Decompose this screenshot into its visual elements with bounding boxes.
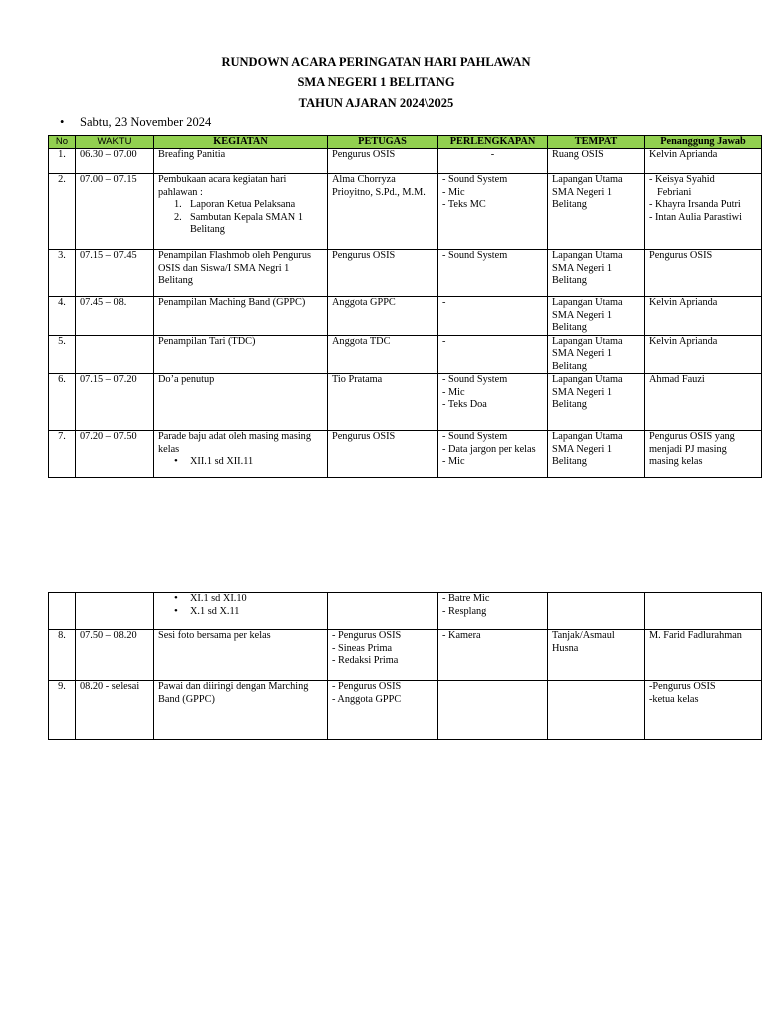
cell-no: 7.	[49, 431, 76, 478]
cell-waktu	[76, 335, 154, 374]
cell-kegiatan	[154, 174, 328, 250]
table-row	[49, 630, 762, 681]
table-row	[49, 431, 762, 478]
cell-petugas: Anggota TDC	[328, 335, 438, 374]
pj-item: - Intan Aulia Parastiwi	[649, 211, 742, 223]
cell-perlengkapan: -	[438, 335, 548, 374]
list-item: • X.1 sd X.11	[174, 604, 240, 617]
cell-petugas: Pengurus OSIS	[328, 149, 438, 174]
cell-no: 6.	[49, 374, 76, 431]
cell-pj	[645, 174, 762, 250]
cell-tempat: Lapangan Utama SMA Negeri 1 Belitang	[548, 297, 645, 336]
cell-no: 9.	[49, 681, 76, 740]
cell-pj	[645, 681, 762, 740]
col-header-no: No	[49, 136, 76, 149]
perlengkapan-item: - Sound System	[442, 174, 508, 185]
list-item: 2. Sambutan Kepala SMAN 1	[174, 211, 303, 223]
list-item-text: XI.1 sd XI.10	[190, 593, 247, 604]
petugas-item: - Redaksi Prima	[332, 655, 399, 666]
doc-title-line1: RUNDOWN ACARA PERINGATAN HARI PAHLAWAN	[221, 55, 531, 69]
event-date-text: Sabtu, 23 November 2024	[80, 115, 212, 129]
cell-waktu	[76, 593, 154, 630]
cell-petugas: Pengurus OSIS	[328, 431, 438, 478]
cell-pj: Ahmad Fauzi	[645, 374, 762, 431]
cell-kegiatan	[154, 593, 328, 630]
cell-no	[49, 593, 76, 630]
table-row	[49, 250, 762, 297]
list-item-text: Sambutan Kepala SMAN 1	[190, 211, 303, 223]
table-row	[49, 149, 762, 174]
cell-tempat	[548, 593, 645, 630]
table-row	[49, 374, 762, 431]
cell-tempat: Lapangan Utama SMA Negeri 1 Belitang	[548, 174, 645, 250]
kegiatan-text: Pembukaan acara kegiatan hari pahlawan :	[158, 174, 287, 198]
cell-kegiatan: Pawai dan diiringi dengan Marching Band (GPPC)	[154, 681, 328, 740]
cell-petugas	[328, 681, 438, 740]
event-date	[60, 115, 212, 130]
cell-kegiatan: Penampilan Flashmob oleh Pengurus OSIS dan Siswa/I SMA Negri 1 Belitang	[154, 250, 328, 297]
cell-no: 5.	[49, 335, 76, 374]
cell-pj: Pengurus OSIS	[645, 250, 762, 297]
rundown-table-page1	[48, 135, 762, 478]
cell-petugas	[328, 593, 438, 630]
cell-kegiatan: Do’a penutup	[154, 374, 328, 431]
cell-waktu: 07.20 – 07.50	[76, 431, 154, 478]
cell-tempat: Ruang OSIS	[548, 149, 645, 174]
cell-no: 2.	[49, 174, 76, 250]
pj-item-cont: Febriani	[657, 186, 692, 198]
perlengkapan-item: - Resplang	[442, 605, 487, 617]
cell-pj	[645, 593, 762, 630]
cell-petugas: Alma Chorryza Prioyitno, S.Pd., M.M.	[328, 174, 438, 250]
pj-item: - Keisya Syahid	[649, 174, 715, 185]
list-item-text: XII.1 sd XII.11	[190, 456, 254, 467]
cell-tempat: Lapangan Utama SMA Negeri 1 Belitang	[548, 335, 645, 374]
cell-perlengkapan	[438, 374, 548, 431]
list-item-text: Belitang	[190, 224, 225, 235]
col-header-kegiatan: KEGIATAN	[154, 136, 328, 149]
table-row	[49, 681, 762, 740]
cell-waktu: 07.15 – 07.20	[76, 374, 154, 431]
cell-tempat: Lapangan Utama SMA Negeri 1 Belitang	[548, 374, 645, 431]
perlengkapan-item: - Sound System	[442, 374, 508, 385]
bullet-icon: •	[60, 115, 65, 129]
cell-pj: Kelvin Aprianda	[645, 335, 762, 374]
doc-title-line2: SMA NEGERI 1 BELITANG	[297, 75, 455, 89]
petugas-item: - Pengurus OSIS	[332, 681, 402, 692]
perlengkapan-item: - Mic	[442, 386, 465, 398]
pj-item: -ketua kelas	[649, 693, 699, 705]
table-row	[49, 174, 762, 250]
perlengkapan-item: - Teks Doa	[442, 399, 487, 410]
list-item-cont	[158, 224, 323, 237]
perlengkapan-item: - Sound System	[442, 431, 508, 442]
cell-petugas	[328, 630, 438, 681]
cell-perlengkapan	[438, 174, 548, 250]
perlengkapan-item: - Data jargon per kelas	[442, 443, 536, 455]
cell-petugas: Anggota GPPC	[328, 297, 438, 336]
cell-no: 4.	[49, 297, 76, 336]
cell-perlengkapan: -	[438, 297, 548, 336]
pj-item: -Pengurus OSIS	[649, 681, 716, 692]
list-item: 1. Laporan Ketua Pelaksana	[174, 199, 296, 210]
cell-tempat: Lapangan Utama SMA Negeri 1 Belitang	[548, 250, 645, 297]
cell-waktu: 06.30 – 07.00	[76, 149, 154, 174]
doc-title-line3: TAHUN AJARAN 2024\2025	[298, 96, 454, 110]
col-header-pj: Penanggung Jawab	[645, 136, 762, 149]
cell-petugas: Tio Pratama	[328, 374, 438, 431]
cell-perlengkapan	[438, 431, 548, 478]
table-row	[49, 593, 762, 630]
list-item: • XII.1 sd XII.11	[174, 455, 254, 467]
table-header-row	[49, 136, 762, 149]
cell-waktu: 07.45 – 08.	[76, 297, 154, 336]
kegiatan-text: Parade baju adat oleh masing masing kelas	[158, 431, 311, 455]
cell-pj: M. Farid Fadlurahman	[645, 630, 762, 681]
petugas-item: - Anggota GPPC	[332, 693, 402, 705]
cell-pj: Kelvin Aprianda	[645, 149, 762, 174]
cell-tempat	[548, 681, 645, 740]
cell-no: 3.	[49, 250, 76, 297]
perlengkapan-item: - Mic	[442, 186, 465, 198]
cell-kegiatan	[154, 431, 328, 478]
perlengkapan-item: - Mic	[442, 456, 465, 467]
perlengkapan-item: - Batre Mic	[442, 593, 490, 604]
cell-waktu: 08.20 - selesai	[76, 681, 154, 740]
pj-item: - Khayra Irsanda Putri	[649, 199, 741, 210]
cell-kegiatan: Sesi foto bersama per kelas	[154, 630, 328, 681]
cell-waktu: 07.15 – 07.45	[76, 250, 154, 297]
col-header-tempat: TEMPAT	[548, 136, 645, 149]
col-header-petugas: PETUGAS	[328, 136, 438, 149]
col-header-waktu: WAKTU	[76, 136, 154, 149]
list-item-text: Laporan Ketua Pelaksana	[190, 199, 296, 210]
cell-pj: Kelvin Aprianda	[645, 297, 762, 336]
cell-tempat: Lapangan Utama SMA Negeri 1 Belitang	[548, 431, 645, 478]
table-row	[49, 297, 762, 336]
cell-perlengkapan	[438, 593, 548, 630]
cell-waktu: 07.50 – 08.20	[76, 630, 154, 681]
perlengkapan-item: - Teks MC	[442, 199, 486, 210]
cell-tempat: Tanjak/Asmaul Husna	[548, 630, 645, 681]
cell-waktu: 07.00 – 07.15	[76, 174, 154, 250]
cell-perlengkapan: - Kamera	[438, 630, 548, 681]
cell-pj: Pengurus OSIS yang menjadi PJ masing masing kelas	[645, 431, 762, 478]
cell-kegiatan: Penampilan Tari (TDC)	[154, 335, 328, 374]
col-header-perlengkapan: PERLENGKAPAN	[438, 136, 548, 149]
table-row	[49, 335, 762, 374]
petugas-item: - Pengurus OSIS	[332, 630, 402, 641]
cell-perlengkapan	[438, 681, 548, 740]
list-item: • XI.1 sd XI.10	[174, 592, 247, 604]
rundown-table-page2	[48, 592, 762, 740]
cell-no: 1.	[49, 149, 76, 174]
cell-perlengkapan: -	[438, 149, 548, 174]
cell-kegiatan: Breafing Panitia	[154, 149, 328, 174]
cell-perlengkapan: - Sound System	[438, 250, 548, 297]
cell-kegiatan: Penampilan Maching Band (GPPC)	[154, 297, 328, 336]
cell-petugas: Pengurus OSIS	[328, 250, 438, 297]
list-item-text: X.1 sd X.11	[190, 605, 240, 617]
petugas-item: - Sineas Prima	[332, 642, 393, 654]
cell-no: 8.	[49, 630, 76, 681]
